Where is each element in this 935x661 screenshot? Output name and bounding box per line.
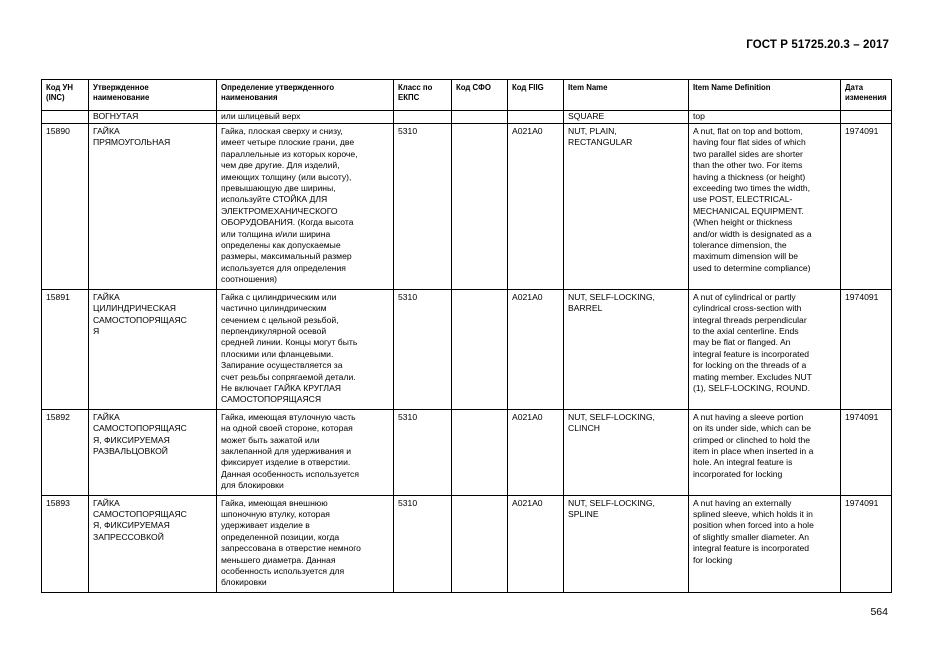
cell-item-name: NUT, PLAIN, RECTANGULAR bbox=[564, 124, 689, 290]
cell-inc bbox=[42, 111, 89, 124]
cell-fiig-code: A021A0 bbox=[508, 124, 564, 290]
cell-fiig-code: A021A0 bbox=[508, 495, 564, 592]
cell-fiig-code: A021A0 bbox=[508, 289, 564, 409]
table-row bbox=[42, 289, 892, 409]
table-header-row bbox=[42, 80, 892, 111]
cell-approved-name: ГАЙКА САМОСТОПОРЯЩАЯС Я, ФИКСИРУЕМАЯ ЗАПРЕССОВКОЙ bbox=[89, 495, 217, 592]
cell-inc: 15891 bbox=[42, 289, 89, 409]
cell-item-name: SQUARE bbox=[564, 111, 689, 124]
cell-approved-name: ГАЙКА ЦИЛИНДРИЧЕСКАЯ САМОСТОПОРЯЩАЯС Я bbox=[89, 289, 217, 409]
cell-item-name-definition: A nut, flat on top and bottom, having four flat sides of which two parallel sides are shorter than the other two. For items having a thickness (or height) exceeding two times the width, use POST, ELECTRICAL- MECHANICAL EQUIPMENT. (When height or thickness and/or width is designated as a tolerance dimension, the maximum dimension will be used to determine compliance) bbox=[689, 124, 841, 290]
col-header-item-name-definition: Item Name Definition bbox=[689, 80, 841, 111]
cell-item-name-definition: A nut having an externally splined sleeve, which holds it in position when forced into a hole of slightly smaller diameter. An integral feature is incorporated for locking bbox=[689, 495, 841, 592]
cell-definition: Гайка, имеющая втулочную часть на одной своей стороне, которая может быть зажатой или заклепанной для удерживания и фиксирует изделие в отверстии. Данная особенность используется для блокировки bbox=[217, 409, 394, 495]
cell-sfo-code bbox=[452, 124, 508, 290]
document-code: ГОСТ Р 51725.20.3 – 2017 bbox=[746, 39, 889, 51]
cell-item-name: NUT, SELF-LOCKING, BARREL bbox=[564, 289, 689, 409]
cell-ekps-class: 5310 bbox=[394, 409, 452, 495]
col-header-change-date: Дата изменения bbox=[841, 80, 892, 111]
cell-approved-name: ГАЙКА САМОСТОПОРЯЩАЯС Я, ФИКСИРУЕМАЯ РАЗВАЛЬЦОВКОЙ bbox=[89, 409, 217, 495]
table-row bbox=[42, 409, 892, 495]
cell-fiig-code bbox=[508, 111, 564, 124]
cell-fiig-code: A021A0 bbox=[508, 409, 564, 495]
cell-item-name-definition: A nut of cylindrical or partly cylindrical cross-section with integral threads perpendicular to the axial centerline. Ends may be flat or flanged. An integral feature is incorporated for locking on the threads of a mating member. Excludes NUT (1), SELF-LOCKING, ROUND. bbox=[689, 289, 841, 409]
cell-change-date: 1974091 bbox=[841, 124, 892, 290]
cell-definition: Гайка, плоская сверху и снизу, имеет четыре плоские грани, две параллельные из которых короче, чем две другие. Для изделий, имеющих толщину (или высоту), превышающую две ширины, используйте СТОЙКА ДЛЯ ЭЛЕКТРОМЕХАНИЧЕСКОГО ОБОРУДОВАНИЯ. (Когда высота или толщина и/или ширина определены как допускаемые размеры, максимальный размер используется для определения соотношения) bbox=[217, 124, 394, 290]
col-header-approved-name: Утвержденное наименование bbox=[89, 80, 217, 111]
table-row bbox=[42, 124, 892, 290]
cell-definition: или шлицевый верх bbox=[217, 111, 394, 124]
cell-ekps-class: 5310 bbox=[394, 289, 452, 409]
cell-inc: 15892 bbox=[42, 409, 89, 495]
col-header-inc: Код УН (INC) bbox=[42, 80, 89, 111]
cell-change-date: 1974091 bbox=[841, 409, 892, 495]
cell-ekps-class: 5310 bbox=[394, 124, 452, 290]
cell-change-date: 1974091 bbox=[841, 495, 892, 592]
col-header-ekps-class: Класс по ЕКПС bbox=[394, 80, 452, 111]
nomenclature-table bbox=[41, 79, 892, 593]
cell-definition: Гайка с цилиндрическим или частично цилиндрическим сечением с цельной резьбой, перпендикулярной осевой средней линии. Концы могут быть плоскими или фланцевыми. Запирание осуществляется за счет резьбы сопрягаемой детали. Не включает ГАЙКА КРУГЛАЯ САМОСТОПОРЯЩАЯСЯ bbox=[217, 289, 394, 409]
cell-ekps-class bbox=[394, 111, 452, 124]
page-number: 564 bbox=[870, 606, 888, 618]
cell-sfo-code bbox=[452, 289, 508, 409]
cell-change-date bbox=[841, 111, 892, 124]
col-header-definition: Определение утвержденного наименования bbox=[217, 80, 394, 111]
cell-inc: 15893 bbox=[42, 495, 89, 592]
col-header-fiig-code: Код FIIG bbox=[508, 80, 564, 111]
table-row-continuation bbox=[42, 111, 892, 124]
cell-sfo-code bbox=[452, 409, 508, 495]
col-header-item-name: Item Name bbox=[564, 80, 689, 111]
table-row bbox=[42, 495, 892, 592]
cell-inc: 15890 bbox=[42, 124, 89, 290]
col-header-sfo-code: Код СФО bbox=[452, 80, 508, 111]
cell-definition: Гайка, имеющая внешнюю шпоночную втулку, которая удерживает изделие в определенной позиции, когда запрессована в отверстие немного меньшего диаметра. Данная особенность используется для блокировки bbox=[217, 495, 394, 592]
cell-ekps-class: 5310 bbox=[394, 495, 452, 592]
cell-approved-name: ГАЙКА ПРЯМОУГОЛЬНАЯ bbox=[89, 124, 217, 290]
cell-item-name: NUT, SELF-LOCKING, CLINCH bbox=[564, 409, 689, 495]
cell-approved-name: ВОГНУТАЯ bbox=[89, 111, 217, 124]
cell-item-name: NUT, SELF-LOCKING, SPLINE bbox=[564, 495, 689, 592]
cell-sfo-code bbox=[452, 111, 508, 124]
cell-item-name-definition: top bbox=[689, 111, 841, 124]
cell-sfo-code bbox=[452, 495, 508, 592]
cell-change-date: 1974091 bbox=[841, 289, 892, 409]
cell-item-name-definition: A nut having a sleeve portion on its under side, which can be crimped or clinched to hold the item in place when inserted in a hole. An integral feature is incorporated for locking bbox=[689, 409, 841, 495]
